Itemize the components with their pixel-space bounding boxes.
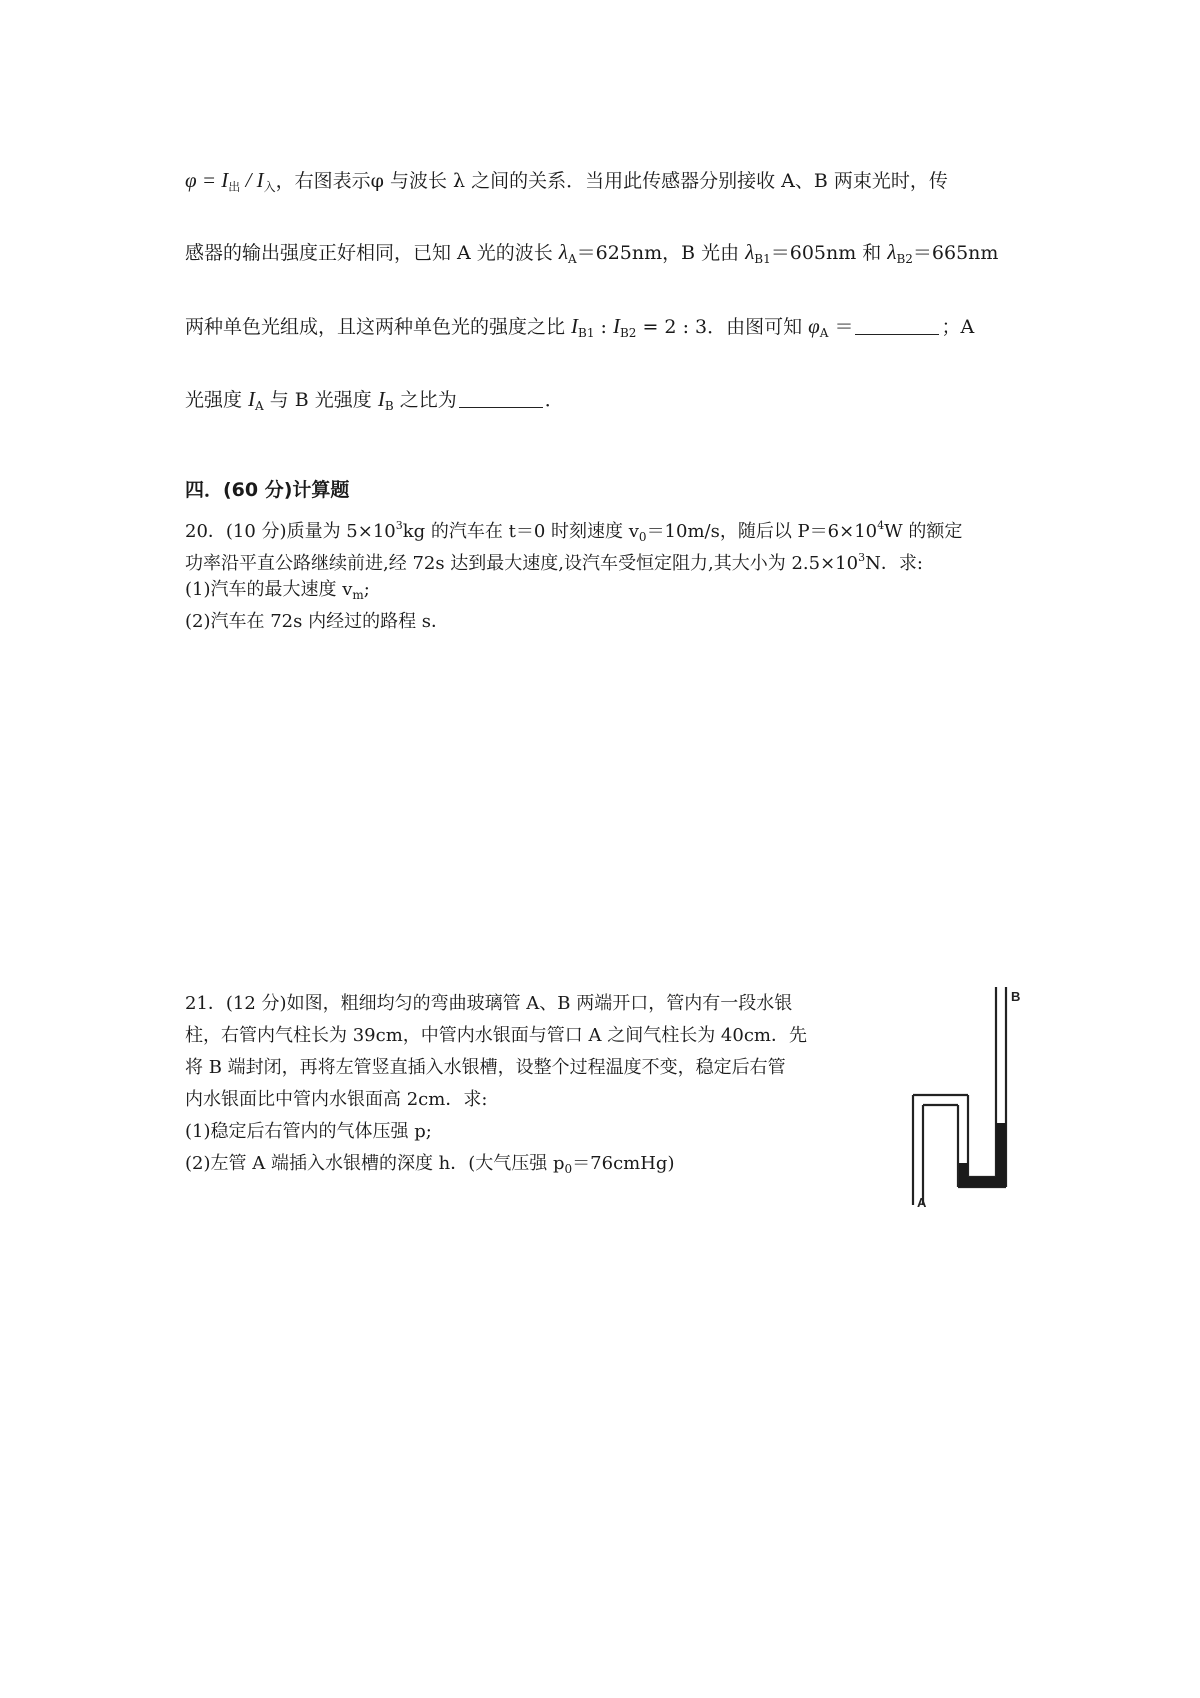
sub-A: A	[567, 252, 577, 266]
q19-line-4	[185, 387, 564, 418]
q19-text-2c: ＝605nm 和	[770, 242, 888, 264]
q21-line-6	[185, 1148, 674, 1185]
q20-text-3a: (1)汽车的最大速度 v	[185, 579, 353, 600]
q19-text-2b: ＝625nm，B 光由	[576, 242, 746, 264]
ratio-value: = 2 : 3	[636, 316, 708, 338]
mercury-right	[996, 1123, 1006, 1187]
sub-B1: B1	[754, 252, 771, 266]
answer-blank-2[interactable]	[459, 389, 543, 408]
sub-IB: B	[384, 399, 394, 413]
section-heading: 四．(60 分)计算题	[185, 479, 350, 501]
q19-text-4c: 之比为	[393, 389, 457, 411]
q20-line-4: (2)汽车在 72s 内经过的路程 s．	[185, 611, 450, 632]
I-B1: I	[571, 314, 579, 338]
q19-text-3a: 两种单色光组成，且这两种单色光的强度之比	[185, 316, 572, 338]
q21-line-5: (1)稳定后右管内的气体压强 p;	[185, 1121, 432, 1142]
sub-p0: 0	[564, 1162, 573, 1176]
sub-B1-ratio: B1	[578, 326, 595, 340]
sub-IA: A	[255, 399, 264, 413]
q20-text-2b: N．求:	[865, 553, 923, 574]
sup-3b: 3	[858, 551, 866, 564]
q21-line-2: 柱，右管内气柱长为 39cm，中管内水银面与管口 A 之间气柱长为 40cm．先	[185, 1025, 807, 1046]
sub-0: 0	[638, 530, 647, 544]
q19-text-4d: ．	[544, 389, 564, 411]
q19-text-4b: 与 B 光强度	[263, 389, 378, 411]
q21-text-6a: (2)左管 A 端插入水银槽的深度 h．(大气压强 p	[185, 1153, 565, 1174]
q21-text-6b: ＝76cmHg)	[572, 1153, 675, 1174]
q19-line-2	[185, 240, 998, 271]
q20-text-1c: ＝10m/s，随后以 P＝6×10	[646, 521, 878, 542]
q19-text-2d: ＝665nm	[912, 242, 999, 264]
sub-B2: B2	[896, 252, 913, 266]
q19-text-1: ，右图表示φ 与波长 λ 之间的关系．当用此传感器分别接收 A、B 两束光时，传	[275, 170, 948, 192]
I-A: I	[248, 387, 256, 411]
I-B2: I	[612, 314, 620, 338]
I-B: I	[377, 387, 385, 411]
q19-text-3c: ＝	[828, 316, 854, 338]
answer-blank-1[interactable]	[855, 316, 939, 335]
formula-sub-in: 入	[263, 180, 276, 194]
label-A: A	[917, 1195, 927, 1210]
sup-4: 4	[877, 519, 885, 532]
formula-I-in: I	[256, 168, 264, 192]
q19-text-2a: 感器的输出强度正好相同，已知 A 光的波长	[185, 242, 559, 264]
q20-text-2a: 功率沿平直公路继续前进,经 72s 达到最大速度,设汽车受恒定阻力,其大小为 2.5×10	[185, 553, 859, 574]
q19-line-1	[185, 168, 948, 199]
glass-tube-figure	[905, 985, 1025, 1210]
q20-text-1b: kg 的汽车在 t＝0 时刻速度 v	[402, 521, 639, 542]
formula-slash: /	[240, 168, 257, 192]
phi-A: φ	[808, 314, 820, 338]
lambda-B1: λ	[745, 240, 755, 264]
label-B: B	[1011, 989, 1021, 1004]
q20-text-1d: W 的额定	[884, 521, 963, 542]
sup-3: 3	[395, 519, 403, 532]
formula-I-out: I	[221, 168, 229, 192]
ratio-colon: :	[594, 316, 613, 338]
lambda-B2: λ	[887, 240, 897, 264]
q19-line-3	[185, 314, 974, 345]
q21-line-1: 21．(12 分)如图，粗细均匀的弯曲玻璃管 A、B 两端开口，管内有一段水银	[185, 993, 793, 1014]
sub-phi-A: A	[819, 326, 829, 340]
sub-m: m	[352, 588, 364, 602]
q21-line-4: 内水银面比中管内水银面高 2cm．求:	[185, 1089, 488, 1110]
lambda-A: λ	[558, 240, 568, 264]
q19-text-4a: 光强度	[185, 389, 249, 411]
q20-text-1a: 20．(10 分)质量为 5×10	[185, 521, 396, 542]
sub-B2-ratio: B2	[619, 326, 637, 340]
formula-sub-out: 出	[228, 180, 241, 194]
q19-text-3d: ；A	[941, 316, 975, 338]
q21-line-3: 将 B 端封闭，再将左管竖直插入水银槽，设整个过程温度不变，稳定后右管	[185, 1057, 786, 1078]
formula-phi: φ =	[185, 168, 222, 192]
q19-text-3b: ．由图可知	[707, 316, 809, 338]
q20-text-3b: ;	[363, 579, 370, 600]
